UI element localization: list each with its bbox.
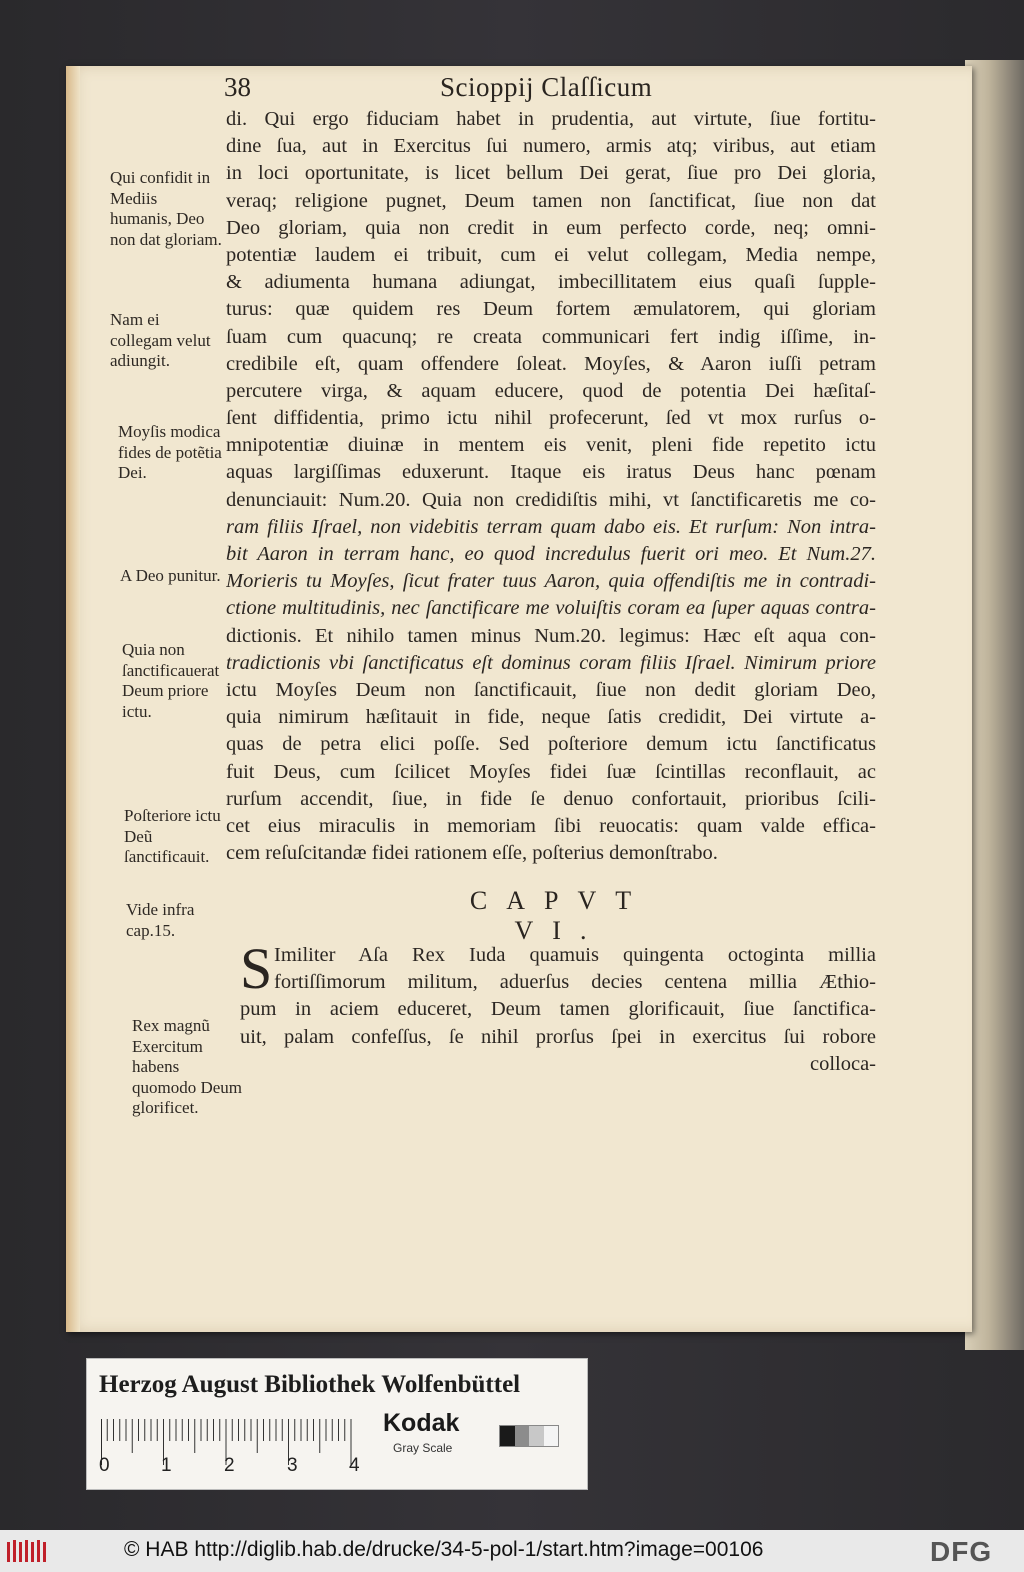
ruler-number: 3 (287, 1455, 298, 1476)
text-line: Morieris tu Moyſes, ſicut frater tuus Aaron, quia offendiſtis me in contradi- (226, 570, 876, 593)
text-line: dictionis. Et nihilo tamen minus Num.20. legimus: Hæc eſt aqua con- (226, 624, 876, 647)
chapter-text (240, 936, 876, 1078)
margin-note: Qui confidit in Mediis humanis, Deo non dat gloriam. (110, 168, 222, 249)
text-line: cem reſuſcitandæ fidei rationem eſſe, poſterius demonſtrabo. (226, 842, 718, 865)
text-line: potentiæ laudem ei tribuit, cum ei velut collegam, Media nempe, (226, 243, 876, 266)
text-line: cet eius miraculis in memoriam ſibi reuocatis: quam valde effica- (226, 814, 876, 837)
ruler-number: 0 (99, 1455, 110, 1476)
body-text (226, 106, 876, 867)
running-title: Scioppij Claſſicum (440, 72, 653, 102)
text-line: & adiumenta humana adiungat, imbecillitatem eius quaſi ſupple- (226, 271, 876, 294)
text-line: rurſum accendit, ſiue, in fide ſe denuo confortauit, prioribus ſcili- (226, 787, 876, 810)
gray-patch (544, 1426, 559, 1446)
drop-capital: S (240, 936, 273, 1001)
text-line: mnipotentiæ diuinæ in mentem eis venit, pleni fide repetito ictu (226, 434, 876, 457)
text-line: credibile eſt, quam offendere ſoleat. Moyſes, & Aaron iuſſi petram (226, 352, 876, 375)
ruler-numbers (99, 1455, 379, 1481)
text-line: ctione multitudinis, nec ſanctificare me voluiſtis coram ea ſuper aquas contra- (226, 597, 876, 620)
grayscale-label: Gray Scale (393, 1441, 453, 1455)
gray-patch (515, 1426, 530, 1446)
text-line: ſuam cum quacunq; re creata communicari fert indig iſſime, in- (226, 325, 876, 348)
chapter-heading: CAPVT VI. (469, 886, 651, 945)
text-line: ſent diffidentia, primo ictu nihil profecerunt, ſed vt mox rurſus o- (226, 407, 876, 430)
margin-note: A Deo punitur. (120, 566, 221, 585)
footer-bar (0, 1530, 1024, 1572)
text-line: ictu Moyſes Deum non ſanctificauit, ſiue non dedit gloriam Deo, (226, 678, 876, 701)
text-line: bit Aaron in terram hanc, eo quod incredulus fuerit ori meo. Et Num.27. (226, 543, 876, 565)
ruler-number: 2 (224, 1455, 235, 1476)
copyright-url[interactable]: © HAB http://diglib.hab.de/drucke/34-5-pol-1/start.htm?image=00106 (124, 1538, 764, 1561)
text-line: fuit Deus, cum ſcilicet Moyſes fidei ſuæ ſcintillas reconflauit, ac (226, 760, 876, 783)
text-line: aquas largiſſimas eduxerunt. Itaque eis iratus Deus hanc pœnam (226, 461, 876, 484)
text-line: turus: quæ quidem res Deum fortem æmulatorem, qui gloriam (226, 298, 876, 321)
text-line: uit, palam confeſſus, ſe nihil prorſus ſpei in exercitus ſui robore (240, 1025, 876, 1048)
text-line: percutere virga, & aquam educere, quod de potentia Dei hæſitaſ- (226, 379, 876, 402)
margin-note: Poſteriore ictu Deũ ſanctificauit. (124, 806, 221, 866)
catchword: colloca- (809, 1052, 876, 1075)
margin-note: Vide infra cap.15. (126, 900, 195, 940)
text-line: quas de petra elici poſſe. Sed poſteriore demum ictu ſanctificatus (226, 733, 876, 756)
text-line: veraq; religione pugnet, Deum tamen non ſanctificat, ſiue non dat (226, 189, 876, 212)
text-line: fortiſſimorum militum, aduerſus decies centena millia Æthio- (274, 971, 876, 994)
dfg-logo: DFG (930, 1536, 993, 1567)
margin-note: Quia non ſanctificauerat Deum priore ictu. (122, 640, 220, 721)
text-line: ram filiis Iſrael, non videbitis terram quam dabo eis. Et rurſum: Non intra- (226, 515, 876, 538)
text-line: Deo gloriam, quia non credit in eum perfecto corde, neq; omni- (226, 216, 876, 239)
running-head (224, 72, 884, 106)
ruler-number: 4 (349, 1455, 360, 1476)
page-number: 38 (224, 72, 251, 102)
text-line: tradictionis vbi ſanctificatus eſt dominus coram filiis Iſrael. Nimirum priore (226, 651, 876, 674)
gray-patch (529, 1426, 544, 1446)
gray-patch (500, 1426, 515, 1446)
text-line: in loci oportunitate, is licet bellum Dei gerat, ſiue pro Dei gloria, (226, 162, 876, 185)
next-page-edge (965, 60, 1024, 1350)
margin-note: Nam ei collegam velut adiungit. (110, 310, 211, 370)
gray-patches (499, 1425, 559, 1447)
text-line: denunciauit: Num.20. Quia non credidiſtis mihi, vt ſanctificaretis me co- (226, 488, 876, 511)
text-line: di. Qui ergo fiduciam habet in prudentia, aut virtute, ſiue fortitu- (226, 108, 876, 130)
text-line: dine ſua, aut in Exercitus ſui numero, armis atq; viribus, aut etiam (226, 135, 876, 158)
margin-note: Rex magnũ Exercitum habens quomodo Deum glorificet. (132, 1016, 243, 1117)
text-line: quia nimirum hæſitauit in fide, neque ſatis credidit, Dei virtute a- (226, 706, 876, 729)
library-name: Herzog August Bibliothek Wolfenbüttel (99, 1371, 521, 1398)
kodak-label: Kodak (383, 1409, 460, 1437)
ruler-number: 1 (161, 1455, 172, 1476)
library-scale-card (86, 1358, 588, 1490)
text-line: Imiliter Aſa Rex Iuda quamuis quingenta octoginta millia (274, 944, 876, 966)
text-line: pum in aciem educeret, Deum tamen glorificauit, ſiue ſanctifica- (240, 998, 876, 1021)
margin-note: Moyſis modica fides de potẽtia Dei. (118, 422, 222, 482)
hab-logo-icon (6, 1538, 48, 1564)
